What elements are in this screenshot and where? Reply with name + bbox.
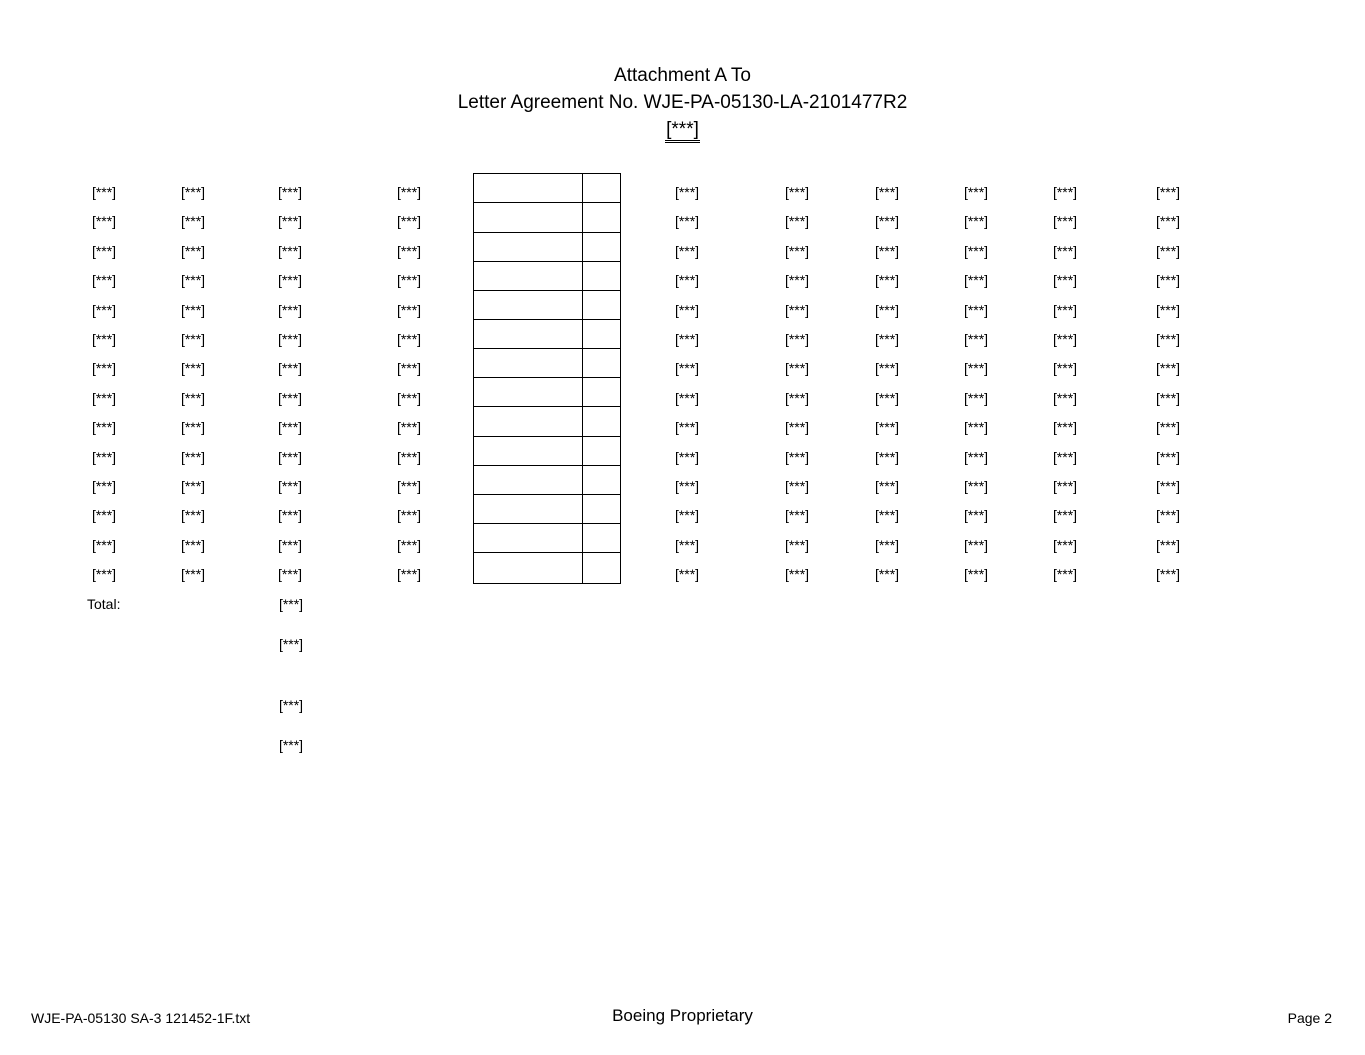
redacted-cell: [***] [784, 536, 810, 553]
redacted-cell: [***] [874, 301, 900, 318]
footer-page-number: Page 2 [1287, 1010, 1332, 1026]
grid-row-divider [474, 465, 620, 466]
redacted-cell: [***] [180, 242, 206, 259]
redacted-cell: [***] [91, 448, 117, 465]
redacted-cell: [***] [396, 566, 422, 583]
redacted-cell: [***] [396, 184, 422, 200]
redacted-cell: [***] [784, 419, 810, 436]
redacted-cell: [***] [963, 389, 989, 406]
redacted-cell: [***] [180, 536, 206, 553]
redacted-cell: [***] [963, 478, 989, 494]
redacted-cell: [***] [674, 272, 700, 289]
redacted-cell: [***] [180, 419, 206, 436]
redacted-cell: [***] [277, 242, 303, 259]
redacted-cell: [***] [180, 360, 206, 377]
redacted-cell: [***] [963, 507, 989, 524]
redacted-cell: [***] [1052, 419, 1078, 436]
grid-row-divider [474, 319, 620, 320]
redacted-cell: [***] [784, 478, 810, 494]
redacted-cell: [***] [784, 184, 810, 200]
redacted-cell: [***] [784, 272, 810, 289]
redacted-cell: [***] [277, 301, 303, 318]
redacted-cell: [***] [784, 448, 810, 465]
redacted-cell: [***] [784, 242, 810, 259]
redacted-cell: [***] [674, 331, 700, 347]
redacted-cell: [***] [1052, 389, 1078, 406]
grid-row-divider [474, 436, 620, 437]
redacted-cell: [***] [1052, 536, 1078, 553]
redacted-cell: [***] [674, 301, 700, 318]
redacted-cell: [***] [180, 478, 206, 494]
redacted-cell: [***] [1052, 213, 1078, 230]
redacted-cell: [***] [91, 272, 117, 289]
redacted-cell: [***] [396, 507, 422, 524]
redacted-cell: [***] [674, 419, 700, 436]
redacted-cell: [***] [91, 389, 117, 406]
redacted-cell: [***] [1052, 478, 1078, 494]
redacted-cell: [***] [874, 360, 900, 377]
grid-row-divider [474, 232, 620, 233]
redacted-cell: [***] [180, 448, 206, 465]
redacted-cell: [***] [1052, 507, 1078, 524]
redacted-cell: [***] [674, 507, 700, 524]
redacted-cell: [***] [963, 213, 989, 230]
redacted-cell: [***] [277, 419, 303, 436]
redacted-cell: [***] [674, 478, 700, 494]
redacted-cell: [***] [396, 360, 422, 377]
redacted-cell: [***] [784, 213, 810, 230]
blank-grid-box [473, 173, 621, 584]
redacted-cell: [***] [874, 272, 900, 289]
redacted-cell: [***] [963, 301, 989, 318]
redacted-cell: [***] [91, 184, 117, 200]
redacted-cell: [***] [277, 389, 303, 406]
document-header [0, 62, 1365, 143]
redacted-cell: [***] [874, 536, 900, 553]
redacted-cell: [***] [874, 448, 900, 465]
redacted-cell: [***] [180, 213, 206, 230]
redacted-cell: [***] [1155, 389, 1181, 406]
redacted-cell: [***] [874, 478, 900, 494]
grid-row-divider [474, 202, 620, 203]
redacted-cell: [***] [277, 507, 303, 524]
redacted-cell: [***] [277, 536, 303, 553]
redacted-cell: [***] [180, 566, 206, 583]
redacted-cell: [***] [91, 360, 117, 377]
redacted-cell: [***] [674, 242, 700, 259]
redacted-cell: [***] [674, 184, 700, 200]
footer-proprietary: Boeing Proprietary [612, 1006, 753, 1025]
redacted-cell: [***] [1155, 419, 1181, 436]
redacted-cell: [***] [277, 184, 303, 200]
redacted-cell: [***] [1052, 272, 1078, 289]
redacted-cell: [***] [784, 331, 810, 347]
redacted-cell: [***] [1052, 301, 1078, 318]
redacted-cell: [***] [91, 507, 117, 524]
grid-row-divider [474, 261, 620, 262]
redacted-cell: [***] [963, 448, 989, 465]
summary-value-3: [***] [278, 737, 304, 753]
redacted-cell: [***] [784, 360, 810, 377]
redacted-cell: [***] [963, 272, 989, 289]
total-label: Total: [87, 596, 121, 612]
redacted-cell: [***] [396, 478, 422, 494]
attachment-title: Attachment A To [614, 65, 751, 86]
grid-row-divider [474, 406, 620, 407]
grid-row-divider [474, 348, 620, 349]
redacted-cell: [***] [963, 536, 989, 553]
redacted-cell: [***] [1155, 448, 1181, 465]
redacted-cell: [***] [396, 331, 422, 347]
redacted-cell: [***] [1155, 507, 1181, 524]
redacted-cell: [***] [277, 448, 303, 465]
redacted-cell: [***] [963, 242, 989, 259]
redacted-cell: [***] [396, 389, 422, 406]
redacted-cell: [***] [91, 213, 117, 230]
summary-value-2: [***] [278, 697, 304, 713]
redacted-cell: [***] [277, 478, 303, 494]
redacted-cell: [***] [91, 331, 117, 347]
redacted-cell: [***] [1052, 242, 1078, 259]
redacted-cell: [***] [784, 566, 810, 583]
redacted-cell: [***] [180, 331, 206, 347]
redacted-cell: [***] [1155, 242, 1181, 259]
redacted-cell: [***] [91, 301, 117, 318]
redacted-cell: [***] [1155, 566, 1181, 583]
redacted-cell: [***] [1155, 184, 1181, 200]
redacted-cell: [***] [1155, 272, 1181, 289]
redacted-cell: [***] [674, 566, 700, 583]
redacted-cell: [***] [91, 536, 117, 553]
redacted-cell: [***] [396, 242, 422, 259]
grid-row-divider [474, 523, 620, 524]
redacted-cell: [***] [674, 536, 700, 553]
redacted-cell: [***] [1052, 566, 1078, 583]
redacted-cell: [***] [963, 331, 989, 347]
redacted-cell: [***] [874, 389, 900, 406]
redacted-cell: [***] [277, 566, 303, 583]
redacted-cell: [***] [963, 419, 989, 436]
redacted-cell: [***] [874, 213, 900, 230]
redacted-cell: [***] [963, 566, 989, 583]
redacted-cell: [***] [674, 213, 700, 230]
redacted-cell: [***] [1155, 213, 1181, 230]
summary-value-1: [***] [278, 636, 304, 652]
redacted-cell: [***] [180, 184, 206, 200]
redacted-cell: [***] [874, 419, 900, 436]
redacted-cell: [***] [784, 507, 810, 524]
redacted-cell: [***] [674, 389, 700, 406]
redacted-cell: [***] [91, 242, 117, 259]
redacted-cell: [***] [180, 507, 206, 524]
redacted-cell: [***] [1052, 184, 1078, 200]
redacted-cell: [***] [180, 301, 206, 318]
redacted-cell: [***] [874, 242, 900, 259]
redacted-cell: [***] [874, 566, 900, 583]
redacted-cell: [***] [1052, 331, 1078, 347]
footer-filename: WJE-PA-05130 SA-3 121452-1F.txt [31, 1010, 251, 1026]
redacted-cell: [***] [1155, 478, 1181, 494]
redacted-cell: [***] [180, 389, 206, 406]
redacted-cell: [***] [396, 448, 422, 465]
redacted-cell: [***] [91, 566, 117, 583]
redacted-cell: [***] [674, 448, 700, 465]
grid-row-divider [474, 552, 620, 553]
redacted-cell: [***] [277, 360, 303, 377]
redacted-cell: [***] [963, 184, 989, 200]
redacted-cell: [***] [874, 184, 900, 200]
redacted-cell: [***] [277, 213, 303, 230]
redacted-cell: [***] [180, 272, 206, 289]
redacted-cell: [***] [396, 213, 422, 230]
grid-column-divider [582, 174, 583, 583]
redacted-heading: [***] [665, 120, 700, 143]
redacted-cell: [***] [963, 360, 989, 377]
redacted-cell: [***] [91, 478, 117, 494]
redacted-cell: [***] [277, 272, 303, 289]
redacted-cell: [***] [784, 301, 810, 318]
redacted-cell: [***] [396, 419, 422, 436]
redacted-cell: [***] [784, 389, 810, 406]
total-value: [***] [278, 596, 304, 612]
grid-row-divider [474, 290, 620, 291]
redacted-cell: [***] [1155, 536, 1181, 553]
redacted-cell: [***] [277, 331, 303, 347]
redacted-cell: [***] [1155, 360, 1181, 377]
redacted-cell: [***] [1052, 360, 1078, 377]
grid-row-divider [474, 377, 620, 378]
redacted-cell: [***] [91, 419, 117, 436]
redacted-cell: [***] [874, 507, 900, 524]
redacted-cell: [***] [674, 360, 700, 377]
redacted-cell: [***] [1052, 448, 1078, 465]
letter-agreement-number: Letter Agreement No. WJE-PA-05130-LA-2101477R2 [457, 92, 908, 113]
redacted-cell: [***] [1155, 331, 1181, 347]
redacted-cell: [***] [396, 301, 422, 318]
redacted-cell: [***] [874, 331, 900, 347]
grid-row-divider [474, 494, 620, 495]
redacted-cell: [***] [1155, 301, 1181, 318]
redacted-cell: [***] [396, 536, 422, 553]
redacted-cell: [***] [396, 272, 422, 289]
